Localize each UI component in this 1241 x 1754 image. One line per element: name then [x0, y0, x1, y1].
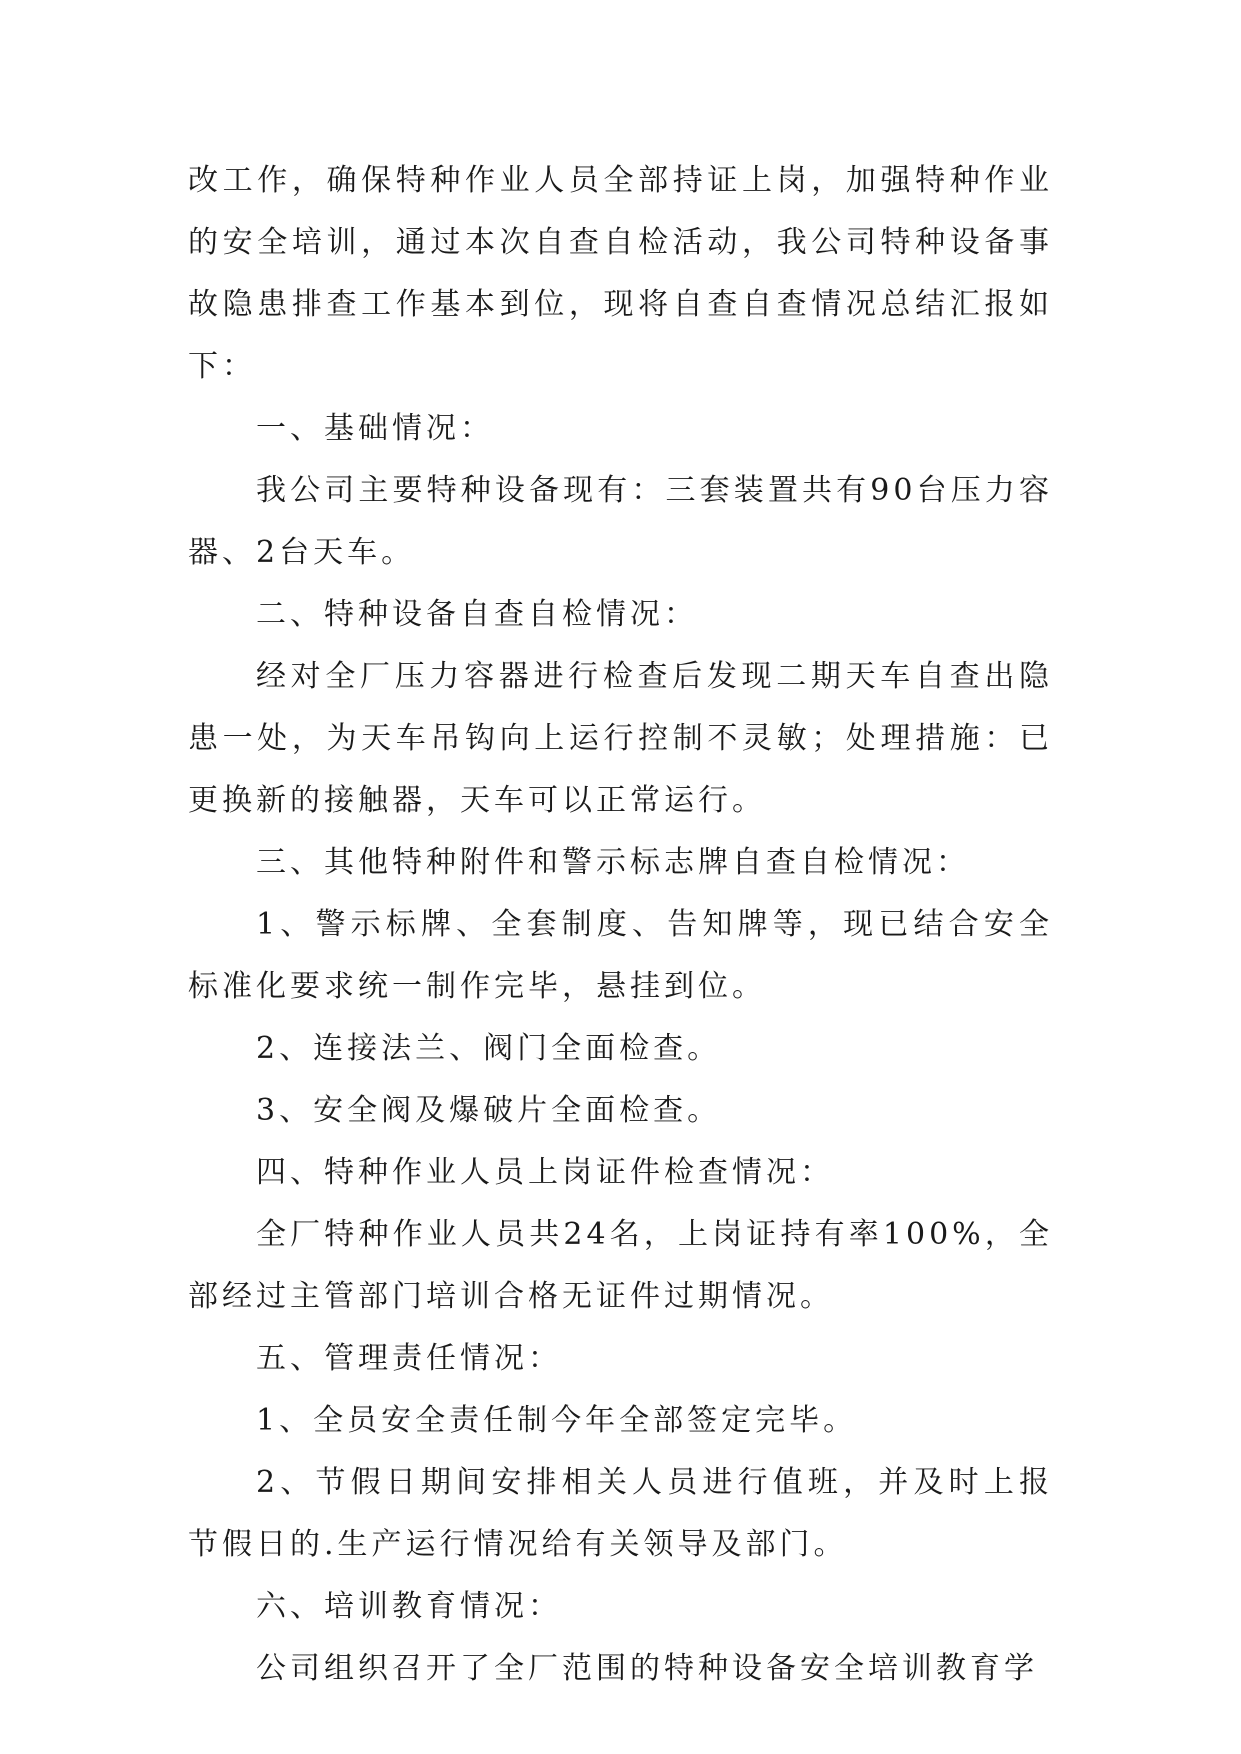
heading-certificates: 四、特种作业人员上岗证件检查情况：	[256, 1155, 834, 1190]
list-item-safety-valves: 3、安全阀及爆破片全面检查。	[256, 1093, 722, 1128]
heading-self-inspection: 二、特种设备自查自检情况：	[256, 597, 698, 632]
heading-training: 六、培训教育情况：	[256, 1589, 562, 1624]
heading-management: 五、管理责任情况：	[256, 1341, 562, 1376]
heading-basic-situation: 一、基础情况：	[256, 411, 494, 446]
paragraph-intro: 改工作，确保特种作业人员全部持证上岗，加强特种作业的安全培训，通过本次自查自检活动，我公司特种设备事故隐患排查工作基本到位，现将自查自查情况总结汇报如下：	[188, 163, 1053, 384]
document-body	[188, 150, 1053, 1700]
heading-accessories-signs: 三、其他特种附件和警示标志牌自查自检情况：	[256, 845, 970, 880]
list-item-signs: 1、警示标牌、全套制度、告知牌等，现已结合安全标准化要求统一制作完毕，悬挂到位。	[188, 907, 1053, 1004]
list-item-responsibility: 1、全员安全责任制今年全部签定完毕。	[256, 1403, 858, 1438]
paragraph-training: 公司组织召开了全厂范围的特种设备安全培训教育学	[256, 1651, 1038, 1686]
list-item-holiday-duty: 2、节假日期间安排相关人员进行值班，并及时上报节假日的.生产运行情况给有关领导及部门。	[188, 1465, 1053, 1562]
paragraph-equipment: 我公司主要特种设备现有：三套装置共有90台压力容器、2台天车。	[188, 473, 1053, 570]
paragraph-inspection-result: 经对全厂压力容器进行检查后发现二期天车自查出隐患一处，为天车吊钩向上运行控制不灵敏；处理措施：已更换新的接触器，天车可以正常运行。	[188, 659, 1053, 818]
list-item-flanges: 2、连接法兰、阀门全面检查。	[256, 1031, 722, 1066]
paragraph-certificates: 全厂特种作业人员共24名，上岗证持有率100%，全部经过主管部门培训合格无证件过期情况。	[188, 1217, 1053, 1314]
